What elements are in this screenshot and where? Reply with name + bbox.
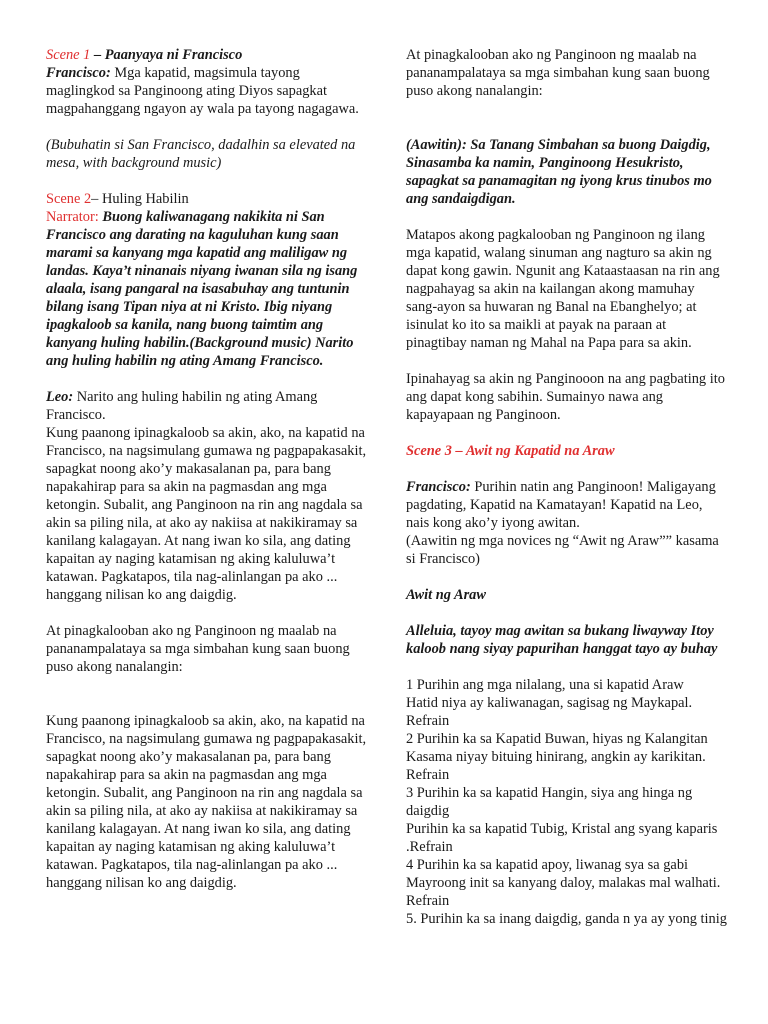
leo-line: Narito ang huling habilin ng ating Amang Francisco.: [46, 389, 318, 423]
narration-paragraph: [46, 208, 370, 370]
scene2-heading: [46, 190, 370, 208]
song-title: Awit ng Araw: [406, 587, 486, 603]
greeting-paragraph: Ipinahayag sa akin ng Panginooon na ang pagbating ito ang dapat kong sabihin. Sumainyo nawa ang kapayapaan ng Panginoon.: [406, 371, 725, 423]
verse-line: 4 Purihin ka sa kapatid apoy, liwanag sya sa gabi: [406, 857, 689, 873]
after-paragraph: Matapos akong pagkalooban ng Panginoon ng ilang mga kapatid, walang sinuman ang nagturo sa akin ng dapat kong gawin. Ngunit ang Kataastaasan na rin ang nagpahayag sa akin na kailangan akong mamuhay sang-ayon sa huwaran ng Banal na Ebanghelyo; at isinulat ko ito sa maikli at payak na paraan at pinagtibay naman ng Mahal na Papa para sa akin.: [406, 227, 720, 351]
scene1-label: Scene 1: [46, 47, 91, 63]
scene1-dialogue: [46, 64, 370, 118]
verse-line: 2 Purihin ka sa Kapatid Buwan, hiyas ng Kalangitan: [406, 731, 708, 747]
narration-text: Buong kaliwanagang nakikita ni San Francisco ang darating na kaguluhan kung saan marami sa kanyang mga kapatid ang maliligaw ng landas. Kaya’t ninanais niyang iwanan sila ng isang alaala, isang pangaral na isasabuhay ang tuntunin bilang isang Tipan niya at ni Kristo. Ibig niyang ipagkaloob sa kanila, nang buong taimtim ang kanyang huling habilin.(Background music) Narito ang huling habilin ng ating Amang Francisco.: [46, 209, 358, 369]
verse-line: 5. Purihin ka sa inang daigdig, ganda n ya ay yong tinig: [406, 911, 727, 927]
testament-paragraph-1: Kung paanong ipinagkaloob sa akin, ako, na kapatid na Francisco, na nagsimulang gumawa ng pagpapakasakit, sapagkat noong ako’y makasalanan pa, para bang napakahirap para sa akin na pagmasdan ang mga ketongin. Subalit, ang Panginoon na rin ang nagdala sa akin sa piling nila, at ako ay nakiisa at nakikiramay sa kanilang kalagayan. At nang iwan ko sila, ang dating kapaitan ay naging katamisan ng aking kaluluwa’t katawan. Pagkatapos, tila nag-alinlangan pa ako ... hanggang nilisan ko ang daigdig.: [46, 425, 367, 603]
verse-line: Refrain: [406, 713, 450, 729]
scene3-direction: (Aawitin ng mga novices ng “Awit ng Araw”” kasama si Francisco): [406, 533, 719, 567]
faith-paragraph-1: At pinagkalooban ako ng Panginoon ng maalab na pananampalataya sa mga simbahan kung saan buong puso akong nanalangin:: [46, 623, 350, 675]
scene2-title: – Huling Habilin: [91, 191, 189, 207]
verse-line: 1 Purihin ang mga nilalang, una si kapatid Araw: [406, 677, 684, 693]
scene3-heading: Scene 3 – Awit ng Kapatid na Araw: [406, 443, 615, 459]
scene1-title: – Paanyaya ni Francisco: [90, 47, 243, 63]
verse-line: Hatid niya ay kaliwanagan, sagisag ng Maykapal.: [406, 695, 693, 711]
faith-paragraph-2: At pinagkalooban ako ng Panginoon ng maalab na pananampalataya sa mga simbahan kung saan buong puso akong nanalangin:: [406, 47, 710, 99]
left-column: [46, 46, 370, 892]
verse-line: Purihin ka sa kapatid Tubig, Kristal ang syang kaparis .Refrain: [406, 821, 718, 855]
leo-speaker: Leo:: [46, 389, 74, 405]
verse-line: 3 Purihin ka sa kapatid Hangin, siya ang hinga ng daigdig: [406, 785, 693, 819]
francisco-line-2: Purihin natin ang Panginoon! Maligayang pagdating, Kapatid na Kamatayan! Kapatid na Leo, nais kong ako’y iyong awitan.: [406, 479, 716, 531]
scene3-dialogue: [406, 478, 728, 532]
right-column: [406, 46, 728, 928]
scene1-heading: [46, 46, 370, 64]
testament-paragraph-2: Kung paanong ipinagkaloob sa akin, ako, na kapatid na Francisco, na nagsimulang gumawa ng pagpapakasakit, sapagkat noong ako’y makasalanan pa, para bang napakahirap para sa akin na pagmasdan ang mga ketongin. Subalit, ang Panginoon na rin ang nagdala sa akin sa piling nila, at ako ay nakiisa at nakikiramay sa kanilang kalagayan. At nang iwan ko sila, ang dating kapaitan ay naging katamisan ng aking kaluluwa’t katawan. Pagkatapos, tila nag-alinlangan pa ako ... hanggang nilisan ko ang daigdig.: [46, 713, 367, 891]
francisco-speaker: Francisco:: [46, 65, 111, 81]
francisco-speaker-2: Francisco:: [406, 479, 471, 495]
leo-dialogue: [46, 388, 370, 424]
stage-direction: (Bubuhatin si San Francisco, dadalhin sa elevated na mesa, with background music): [46, 137, 356, 171]
francisco-line: Mga kapatid, magsimula tayong maglingkod sa Panginoong ating Diyos sapagkat magpahanggang ngayon ay wala pa tayong nagagawa.: [46, 65, 359, 117]
verse-line: Refrain: [406, 767, 450, 783]
song-verses: [406, 676, 728, 928]
verse-line: Mayroong init sa kanyang daloy, malakas mal walhati. Refrain: [406, 875, 721, 909]
verse-line: Kasama niyay bituing hinirang, angkin ay karikitan.: [406, 749, 706, 765]
song-refrain: Alleluia, tayoy mag awitan sa bukang liwayway Itoy kaloob nang siyay papurihan hanggat tayo ay buhay: [406, 623, 718, 657]
narrator-label: Narrator:: [46, 209, 99, 225]
hymn-paragraph: (Aawitin): Sa Tanang Simbahan sa buong Daigdig, Sinasamba ka namin, Panginoong Hesukristo, sapagkat sa panamagitan ng iyong krus tinubos mo ang sandaigdigan.: [406, 137, 712, 207]
scene2-label: Scene 2: [46, 191, 92, 207]
